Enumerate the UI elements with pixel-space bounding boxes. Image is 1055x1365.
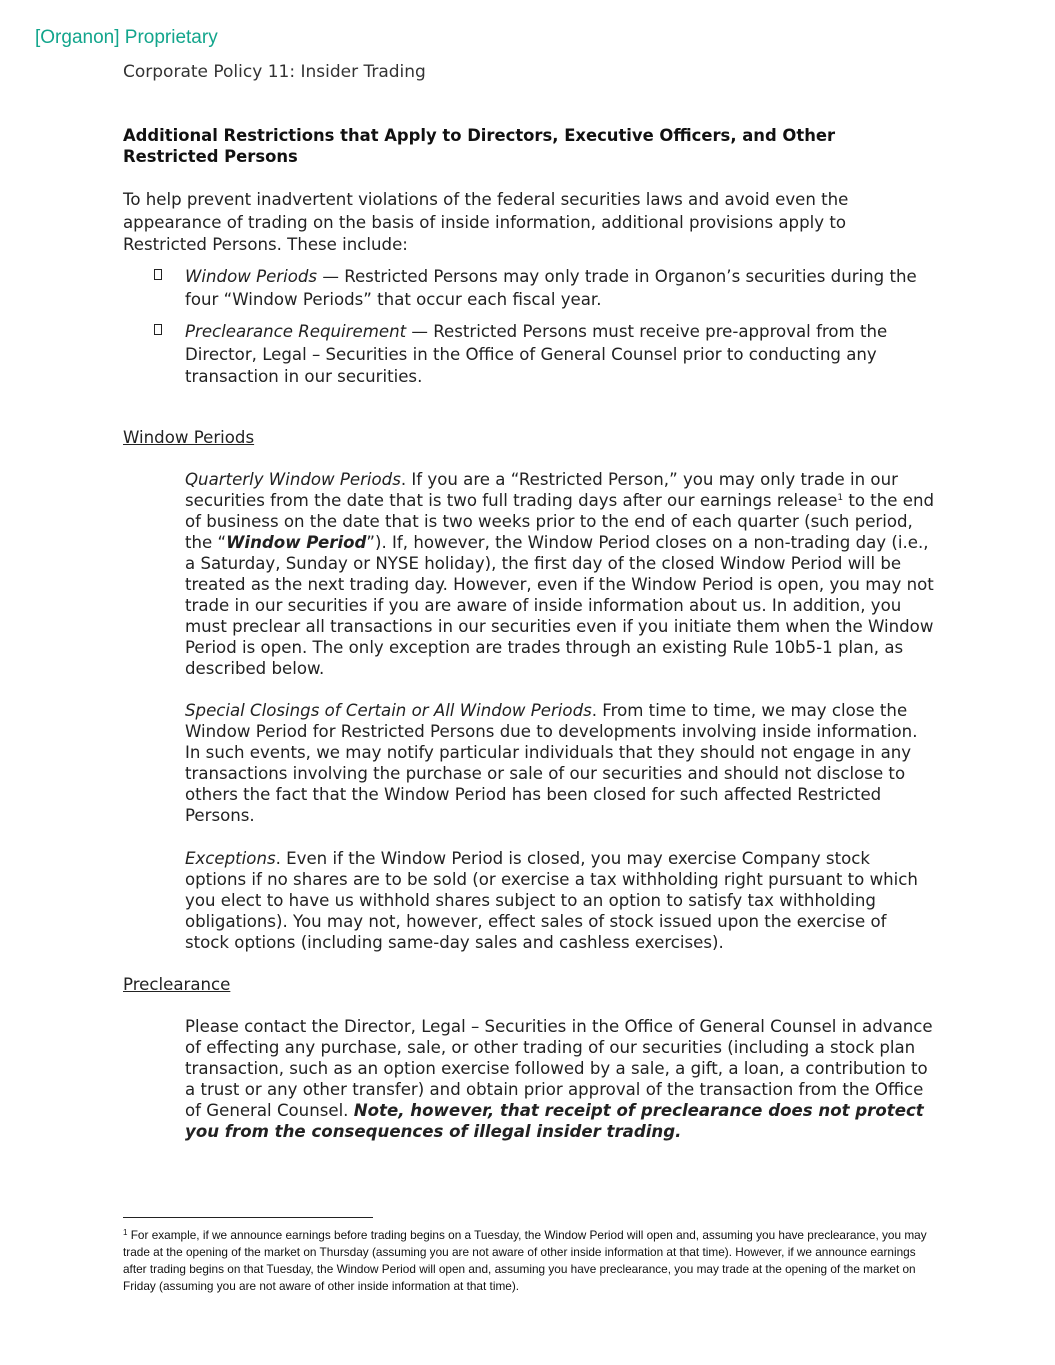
preclearance-paragraph bbox=[185, 1016, 935, 1142]
defined-term: Window Period bbox=[226, 533, 367, 552]
window-periods-heading: Window Periods bbox=[123, 428, 255, 447]
footnote-number: 1 bbox=[123, 1228, 128, 1237]
footnote-divider bbox=[123, 1217, 373, 1218]
special-closings-paragraph bbox=[185, 700, 935, 826]
section-heading: Additional Restrictions that Apply to Directors, Executive Officers, and Other Restricted Persons bbox=[123, 126, 836, 166]
paragraph-text: . From time to time, we may close the Window Period for Restricted Persons due to developments involving inside information. In such events, we may notify particular individuals that they should not engage in any transactions involving the purchase or sale of our securities and should not disclose to others the fact that the Window Period has been closed for such affected Restricted Persons. bbox=[185, 701, 918, 825]
preclearance-heading: Preclearance bbox=[123, 975, 231, 994]
bullet-icon bbox=[154, 324, 162, 335]
intro-paragraph: To help prevent inadvertent violations of the federal securities laws and avoid even the appearance of trading on the basis of inside information, additional provisions apply to Restricted Persons. These include: bbox=[123, 190, 849, 254]
paragraph-text: . Even if the Window Period is closed, you may exercise Company stock options if no shares are to be sold (or exercise a tax withholding right pursuant to which you elect to have us withhold shares subject to an option to satisfy tax withholding obligations). You may not, however, effect sales of stock issued upon the exercise of stock options (including same-day sales and cashless exercises). bbox=[185, 849, 918, 952]
paragraph-text: to the end of business on the date that is two weeks prior to the end of each quarter (such period, the “ bbox=[185, 491, 935, 552]
footnote bbox=[123, 1227, 938, 1295]
footnote-ref: 1 bbox=[837, 493, 844, 503]
bullet-icon bbox=[154, 269, 162, 280]
quarterly-window-paragraph bbox=[185, 469, 935, 679]
list-item bbox=[150, 266, 940, 311]
paragraph-text: ”). If, however, the Window Period closes on a non-trading day (i.e., a Saturday, Sunday or NYSE holiday), the first day of the closed Window Period will be treated as the next trading day. However, even if the Window Period is open, you may not trade in our securities if you are aware of inside information about us. In addition, you must preclear all transactions in our securities even if you initiate them when the Window Period is open. The only exception are trades through an existing Rule 10b5-1 plan, as described below. bbox=[185, 533, 934, 678]
document-title: Corporate Policy 11: Insider Trading bbox=[123, 62, 426, 82]
bullet-text: — Restricted Persons must receive pre-approval from the Director, Legal – Securities in the Office of General Counsel prior to conducting any transaction in our securities. bbox=[185, 322, 888, 386]
paragraph-term: Special Closings of Certain or All Window Periods bbox=[185, 701, 592, 720]
restrictions-list bbox=[150, 266, 940, 399]
paragraph-text: Please contact the Director, Legal – Securities in the Office of General Counsel in advance of effecting any purchase, sale, or other trading of our securities (including a stock plan transaction, such as an option exercise followed by a sale, a gift, a loan, a contribution to a trust or any other transfer) and obtain prior approval of the transaction from the Office of General Counsel. bbox=[185, 1017, 933, 1120]
paragraph-term: Quarterly Window Periods bbox=[185, 470, 401, 489]
preclearance-note: Note, however, that receipt of preclearance does not protect you from the consequences of illegal insider trading. bbox=[185, 1101, 924, 1141]
exceptions-paragraph bbox=[185, 848, 935, 953]
footnote-text: For example, if we announce earnings before trading begins on a Tuesday, the Window Period will open and, assuming you have preclearance, you may trade at the opening of the market on Thursday (assuming you are not aware of other inside information at that time). However, if we announce earnings after trading begins on that Tuesday, the Window Period will open and, assuming you have preclearance, you may trade at the opening of the market on Friday (assuming you are not aware of other inside information at that time). bbox=[123, 1228, 927, 1293]
bullet-text: — Restricted Persons may only trade in Organon’s securities during the four “Window Periods” that occur each fiscal year. bbox=[185, 267, 917, 309]
bullet-term: Preclearance Requirement bbox=[185, 322, 407, 341]
paragraph-text: . If you are a “Restricted Person,” you may only trade in our securities from the date that is two full trading days after our earnings release bbox=[185, 470, 898, 510]
bullet-term: Window Periods bbox=[185, 267, 318, 286]
classification-label: [Organon] Proprietary bbox=[35, 27, 218, 48]
paragraph-term: Exceptions bbox=[185, 849, 276, 868]
list-item bbox=[150, 321, 940, 389]
